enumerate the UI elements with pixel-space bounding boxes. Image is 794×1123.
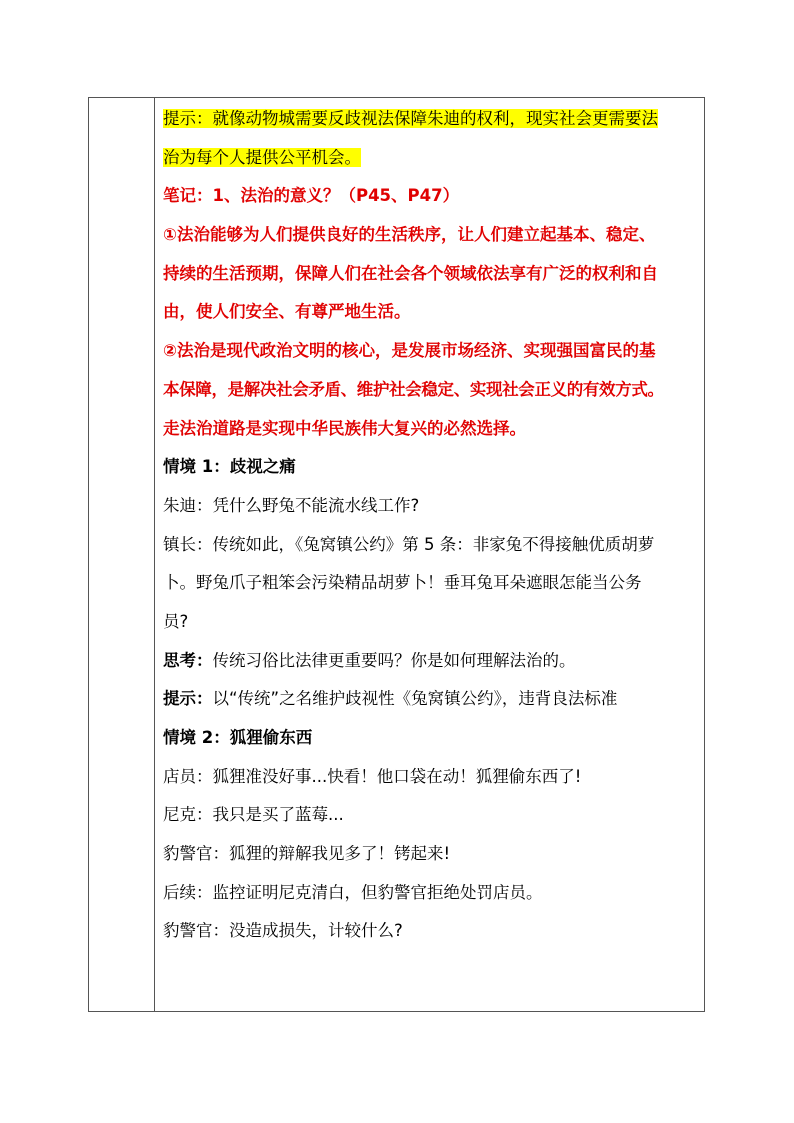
dialogue-clerk: 店员：狐狸准没好事...快看！他口袋在动！狐狸偷东西了!: [163, 766, 582, 786]
column-divider: [154, 98, 155, 1011]
think-label: 思考：: [163, 650, 213, 670]
scenario-2-heading: 情境 2：狐狸偷东西: [163, 728, 313, 747]
think-line: [163, 642, 703, 681]
notes-point-1-line-2: 持续的生活预期，保障人们在社会各个领域依法享有广泛的权利和自: [163, 263, 658, 283]
scenario-1-heading: 情境 1：歧视之痛: [163, 457, 296, 477]
notes-point-2-line-3: 走法治道路是实现中华民族伟大复兴的必然选择。: [163, 418, 526, 438]
hint-answer-line: [163, 680, 703, 719]
notes-point-2-line-2: 本保障，是解决社会矛盾、维护社会稳定、实现社会正义的有效方式。: [163, 379, 664, 399]
content-cell: [163, 100, 703, 951]
hint-label: 提示：: [163, 689, 213, 709]
hint-line-1: 提示：就像动物城需要反歧视法保障朱迪的权利，现实社会更需要法: [163, 109, 658, 128]
dialogue-officer-1: 豹警官：狐狸的辩解我见多了！铐起来!: [163, 844, 451, 864]
hint-line-2: 治为每个人提供公平机会。: [163, 147, 361, 167]
notes-point-1-line-1: ①法治能够为人们提供良好的生活秩序，让人们建立起基本、稳定、: [163, 225, 656, 245]
hint-text: 以“传统”之名维护歧视性《兔窝镇公约》，违背良法标准: [212, 689, 618, 709]
dialogue-mayor-line-1: 镇长：传统如此，《兔窝镇公约》第 5 条：非家兔不得接触优质胡萝: [163, 534, 655, 554]
follow-up: 后续：监控证明尼克清白，但豹警官拒绝处罚店员。: [163, 882, 543, 902]
dialogue-officer-2: 豹警官：没造成损失，计较什么?: [163, 921, 403, 941]
notes-heading: 笔记：1、法治的意义？（P45、P47）: [163, 186, 460, 206]
think-text: 传统习俗比法律更重要吗？你是如何理解法治的。: [212, 650, 576, 670]
dialogue-mayor-line-3: 员?: [163, 611, 189, 631]
notes-point-1-line-3: 由，使人们安全、有尊严地生活。: [163, 302, 411, 322]
notes-point-2-line-1: ②法治是现代政治文明的核心，是发展市场经济、实现强国富民的基: [163, 341, 656, 361]
dialogue-nick: 尼克：我只是买了蓝莓...: [163, 805, 344, 825]
dialogue-mayor-line-2: 卜。野兔爪子粗笨会污染精品胡萝卜！垂耳兔耳朵遮眼怎能当公务: [163, 573, 642, 593]
lesson-table: [88, 97, 705, 1012]
dialogue-judy: 朱迪：凭什么野兔不能流水线工作?: [163, 495, 420, 515]
